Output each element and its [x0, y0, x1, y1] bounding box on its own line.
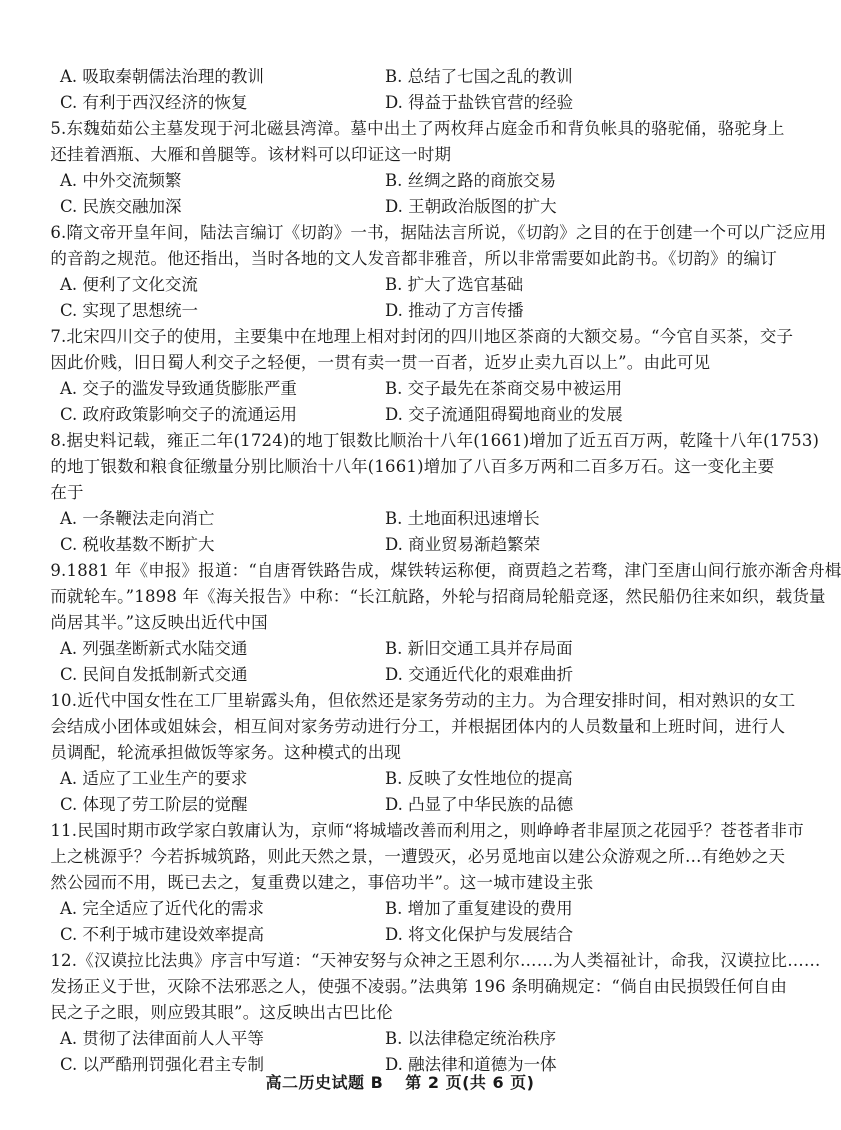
- q7-options-row-1: [52, 376, 756, 402]
- q9-option-b[interactable]: B. 新旧交通工具并存局面: [385, 639, 573, 658]
- q10-option-b[interactable]: B. 反映了女性地位的提高: [385, 769, 573, 788]
- q6-option-c[interactable]: C. 实现了思想统一: [60, 301, 199, 320]
- page-footer: [0, 1070, 800, 1093]
- q7-option-a[interactable]: A. 交子的滥发导致通货膨胀严重: [60, 379, 297, 398]
- page-number: 第 2 页(共 6 页): [405, 1073, 535, 1092]
- q9-option-d[interactable]: D. 交通近代化的艰难曲折: [385, 665, 574, 684]
- q10-option-c[interactable]: C. 体现了劳工阶层的觉醒: [60, 795, 248, 814]
- question-10: [50, 688, 796, 818]
- q6-stem-line-1: 6.隋文帝开皇年间，陆法言编订《切韵》一书，据陆法言所说，《切韵》之目的在于创建一个可以广泛应用: [50, 223, 827, 242]
- q12-option-c[interactable]: C. 以严酷刑罚强化君主专制: [60, 1055, 265, 1074]
- q11-options-row-2: [52, 922, 756, 948]
- q6-options-row-1: [52, 272, 756, 298]
- question-12: [50, 948, 821, 1078]
- q9-stem-line-3: 尚居其半。”这反映出近代中国: [50, 613, 268, 632]
- q8-stem-line-2: 的地丁银数和粮食征缴量分别比顺治十八年(1661)增加了八百多万两和二百多万石。这一变化主要: [50, 457, 775, 476]
- q10-option-a[interactable]: A. 适应了工业生产的要求: [60, 769, 248, 788]
- q10-options-row-2: [52, 792, 756, 818]
- q10-stem-line-2: 会结成小团体或姐妹会，相互间对家务劳动进行分工，并根据团体内的人员数量和上班时间，进行人: [50, 717, 786, 736]
- q8-options-row-2: [52, 532, 756, 558]
- q8-option-d[interactable]: D. 商业贸易渐趋繁荣: [385, 535, 541, 554]
- q8-option-a[interactable]: A. 一条鞭法走向消亡: [60, 509, 215, 528]
- q5-stem-line-1: 5.东魏茹茹公主墓发现于河北磁县湾漳。墓中出土了两枚拜占庭金币和背负帐具的骆驼俑，骆驼身上: [50, 119, 785, 138]
- q10-stem-line-1: 10.近代中国女性在工厂里崭露头角，但依然还是家务劳动的主力。为合理安排时间，相对熟识的女工: [50, 691, 796, 710]
- q9-option-c[interactable]: C. 民间自发抵制新式交通: [60, 665, 248, 684]
- q11-stem-line-1: 11.民国时期市政学家白敦庸认为，京师“将城墙改善而利用之，则峥峥者非屋顶之花园乎？苍苍者非市: [50, 821, 804, 840]
- q8-stem-line-1: 8.据史料记载，雍正二年(1724)的地丁银数比顺治十八年(1661)增加了近五百万两，乾隆十八年(1753): [50, 431, 820, 450]
- q11-stem-line-3: 然公园而不用，既已去之，复重费以建之，事倍功半”。这一城市建设主张: [50, 873, 594, 892]
- question-5: [50, 116, 785, 220]
- q9-stem-line-2: 而就轮车。”1898 年《海关报告》中称：“长江航路，外轮与招商局轮船竞逐，然民船仍往来如织，载货量: [50, 587, 826, 606]
- q11-option-b[interactable]: B. 增加了重复建设的费用: [385, 899, 573, 918]
- exam-title: 高二历史试题 B: [265, 1073, 384, 1092]
- question-7: [50, 324, 794, 428]
- q4-options-row-1: [52, 64, 756, 90]
- q9-options-row-1: [52, 636, 756, 662]
- q7-option-d[interactable]: D. 交子流通阻碍蜀地商业的发展: [385, 405, 623, 424]
- q7-stem-line-2: 因此价贱，旧日蜀人利交子之轻便，一贯有卖一贯一百者，近岁止卖九百以上”。由此可见: [50, 353, 711, 372]
- q7-stem-line-1: 7.北宋四川交子的使用，主要集中在地理上相对封闭的四川地区茶商的大额交易。“今官自买茶，交子: [50, 327, 794, 346]
- q7-options-row-2: [52, 402, 756, 428]
- q5-option-b[interactable]: B. 丝绸之路的商旅交易: [385, 171, 557, 190]
- q7-option-c[interactable]: C. 政府政策影响交子的流通运用: [60, 405, 298, 424]
- q11-options-row-1: [52, 896, 756, 922]
- q4-option-d[interactable]: D. 得益于盐铁官营的经验: [385, 93, 574, 112]
- q8-options-row-1: [52, 506, 756, 532]
- q6-option-b[interactable]: B. 扩大了选官基础: [385, 275, 524, 294]
- q9-option-a[interactable]: A. 列强垄断新式水陆交通: [60, 639, 248, 658]
- q12-stem-line-3: 民之子之眼，则应毁其眼”。这反映出古巴比伦: [50, 1003, 393, 1022]
- question-6: [50, 220, 827, 324]
- q6-stem-line-2: 的音韵之规范。他还指出，当时各地的文人发音都非雅音，所以非常需要如此韵书。《切韵》的编订: [50, 249, 777, 268]
- q12-option-a[interactable]: A. 贯彻了法律面前人人平等: [60, 1029, 264, 1048]
- q6-option-d[interactable]: D. 推动了方言传播: [385, 301, 524, 320]
- q6-option-a[interactable]: A. 便利了文化交流: [60, 275, 198, 294]
- question-9: [50, 558, 841, 688]
- q11-stem-line-2: 上之桃源乎？今若拆城筑路，则此天然之景，一遭毁灭，必另觅地亩以建公众游观之所…有绝妙之天: [50, 847, 786, 866]
- q4-option-b[interactable]: B. 总结了七国之乱的教训: [385, 67, 573, 86]
- q11-option-d[interactable]: D. 将文化保护与发展结合: [385, 925, 574, 944]
- q10-option-d[interactable]: D. 凸显了中华民族的品德: [385, 795, 574, 814]
- q8-option-c[interactable]: C. 税收基数不断扩大: [60, 535, 215, 554]
- q11-option-a[interactable]: A. 完全适应了近代化的需求: [60, 899, 264, 918]
- q8-stem-line-3: 在于: [50, 483, 84, 502]
- q4-options-row-2: [52, 90, 756, 116]
- q4-option-c[interactable]: C. 有利于西汉经济的恢复: [60, 93, 248, 112]
- q10-stem-line-3: 员调配，轮流承担做饭等家务。这种模式的出现: [50, 743, 402, 762]
- q12-stem-line-2: 发扬正义于世，灭除不法邪恶之人，使强不凌弱。”法典第 196 条明确规定：“倘自由民损毁任何自由: [50, 977, 788, 996]
- q5-options-row-2: [52, 194, 756, 220]
- q10-options-row-1: [52, 766, 756, 792]
- q5-option-a[interactable]: A. 中外交流频繁: [60, 171, 182, 190]
- q5-option-c[interactable]: C. 民族交融加深: [60, 197, 182, 216]
- q4-option-a[interactable]: A. 吸取秦朝儒法治理的教训: [60, 67, 264, 86]
- q5-stem-line-2: 还挂着酒瓶、大雁和兽腿等。该材料可以印证这一时期: [50, 145, 452, 164]
- q5-option-d[interactable]: D. 王朝政治版图的扩大: [385, 197, 557, 216]
- q8-option-b[interactable]: B. 土地面积迅速增长: [385, 509, 540, 528]
- q9-options-row-2: [52, 662, 756, 688]
- q12-option-b[interactable]: B. 以法律稳定统治秩序: [385, 1029, 557, 1048]
- q12-options-row-1: [52, 1026, 756, 1052]
- q12-option-d[interactable]: D. 融法律和道德为一体: [385, 1055, 557, 1074]
- q7-option-b[interactable]: B. 交子最先在茶商交易中被运用: [385, 379, 623, 398]
- q12-stem-line-1: 12.《汉谟拉比法典》序言中写道：“天神安努与众神之王恩利尔……为人类福祉计，命我，汉谟拉比……: [50, 951, 821, 970]
- q11-option-c[interactable]: C. 不利于城市建设效率提高: [60, 925, 265, 944]
- question-8: [50, 428, 820, 558]
- q5-options-row-1: [52, 168, 756, 194]
- question-11: [50, 818, 804, 948]
- q9-stem-line-1: 9.1881 年《申报》报道：“自唐胥铁路告成，煤铁转运称便，商贾趋之若骛，津门至唐山间行旅亦渐舍舟楫: [50, 561, 841, 580]
- q6-options-row-2: [52, 298, 756, 324]
